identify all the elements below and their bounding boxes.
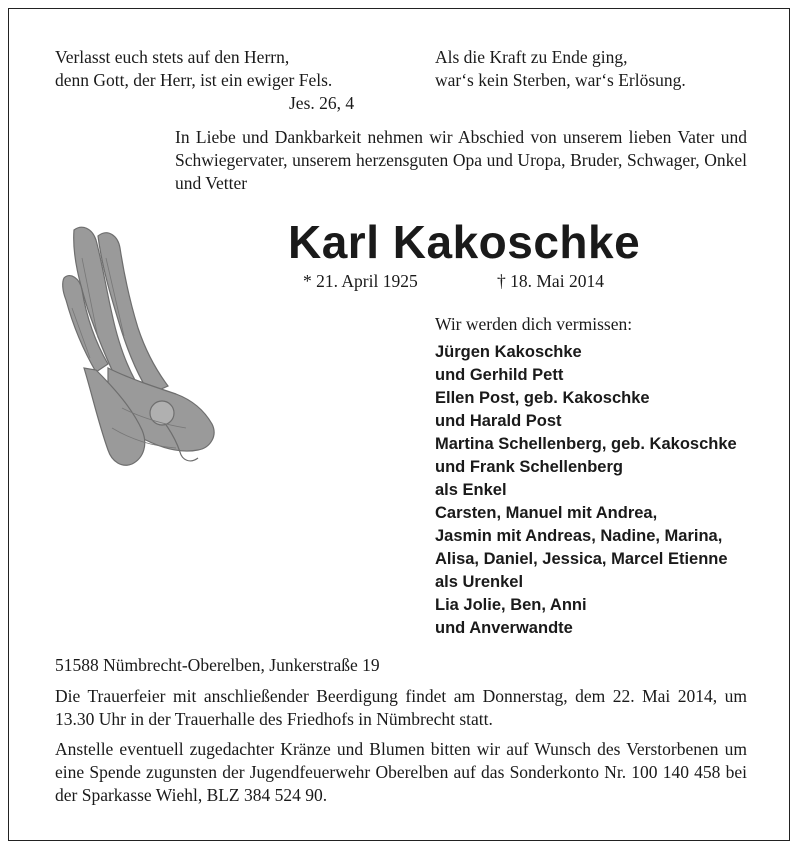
family-line: und Gerhild Pett bbox=[435, 366, 564, 384]
verse-right-line2: war‘s kein Sterben, war‘s Erlösung. bbox=[435, 70, 686, 90]
verse-left bbox=[55, 46, 354, 115]
family-line: Jasmin mit Andreas, Nadine, Marina, bbox=[435, 527, 723, 545]
funeral-info: Die Trauerfeier mit anschließender Beerdigung findet am Donnerstag, dem 22. Mai 2014, um 13.30 Uhr in der Trauerhalle des Friedhofs in Nümbrecht statt. bbox=[55, 686, 747, 729]
family-line: als Enkel bbox=[435, 481, 507, 499]
intro-text: In Liebe und Dankbarkeit nehmen wir Abschied von unserem lieben Vater und Schwiegervater, unserem herzensguten Opa und Uropa, Bruder, Schwager, Onkel und Vetter bbox=[175, 127, 747, 193]
praying-hands-image bbox=[52, 218, 232, 473]
birth-date: * 21. April 1925 bbox=[303, 271, 418, 291]
death-date: † 18. Mai 2014 bbox=[497, 271, 604, 291]
family-line: und Frank Schellenberg bbox=[435, 458, 623, 476]
family-line: Martina Schellenberg, geb. Kakoschke bbox=[435, 435, 737, 453]
verse-left-line2: denn Gott, der Herr, ist ein ewiger Fels. bbox=[55, 70, 333, 90]
verse-right-line1: Als die Kraft zu Ende ging, bbox=[435, 47, 628, 67]
miss-line: Wir werden dich vermissen: bbox=[435, 314, 633, 334]
verse-right bbox=[435, 46, 686, 92]
family-line: und Anverwandte bbox=[435, 619, 573, 637]
family-line: und Harald Post bbox=[435, 412, 562, 430]
verse-reference: Jes. 26, 4 bbox=[289, 93, 355, 113]
address: 51588 Nümbrecht-Oberelben, Junkerstraße 19 bbox=[55, 655, 380, 675]
verse-left-line1: Verlasst euch stets auf den Herrn, bbox=[55, 47, 290, 67]
deceased-name: Karl Kakoschke bbox=[288, 216, 641, 268]
family-line: Ellen Post, geb. Kakoschke bbox=[435, 389, 650, 407]
family-line: Carsten, Manuel mit Andrea, bbox=[435, 504, 658, 522]
donation-info: Anstelle eventuell zugedachter Kränze und Blumen bitten wir auf Wunsch des Verstorbenen um eine Spende zugunsten der Jugendfeuerwehr Oberelben auf das Sonderkonto Nr. 100 140 458 bei der Sparkasse Wiehl, BLZ 384 524 90. bbox=[55, 739, 747, 805]
family-line: als Urenkel bbox=[435, 573, 524, 591]
family-list bbox=[435, 341, 737, 640]
family-line: Alisa, Daniel, Jessica, Marcel Etienne bbox=[435, 550, 728, 568]
family-line: Lia Jolie, Ben, Anni bbox=[435, 596, 587, 614]
family-line: Jürgen Kakoschke bbox=[435, 343, 582, 361]
